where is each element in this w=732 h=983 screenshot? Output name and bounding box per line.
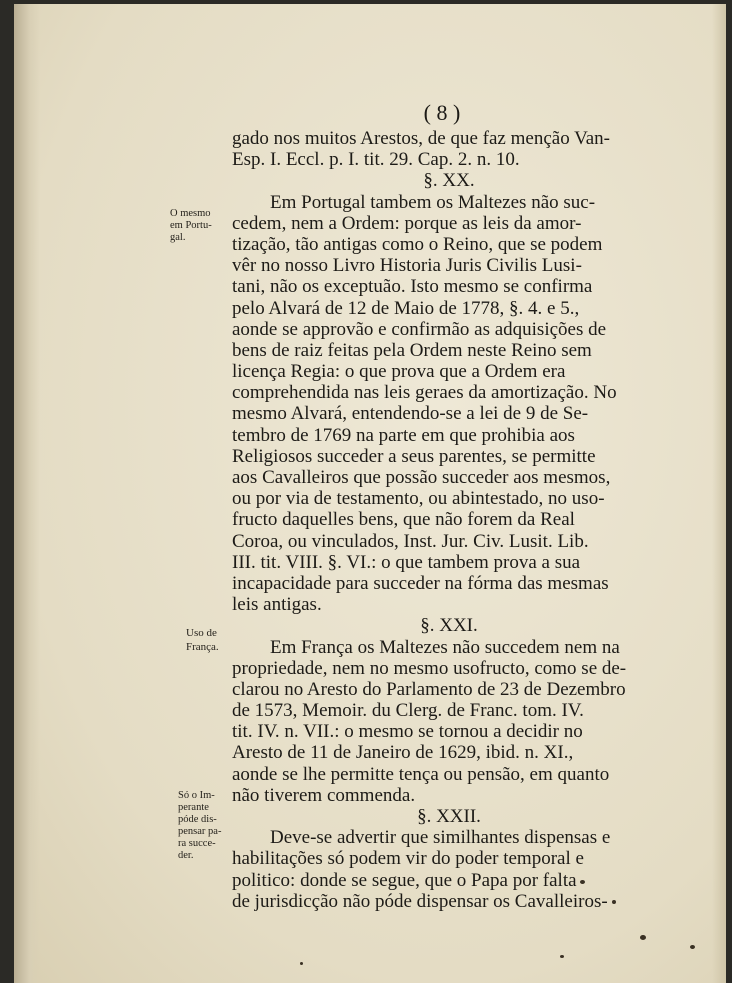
margin-note-portugal	[170, 208, 230, 244]
margin-note-line: perante	[178, 802, 209, 813]
text-line: tização, tão antigas como o Reino, que se podem	[232, 233, 603, 255]
text-line: Em Portugal tambem os Maltezes não suc-	[270, 191, 596, 213]
text-line: Esp. I. Eccl. p. I. tit. 29. Cap. 2. n. 10.	[232, 149, 520, 171]
section-heading: §. XXI.	[420, 615, 478, 637]
text-line: clarou no Aresto do Parlamento de 23 de Dezembro	[232, 678, 626, 700]
margin-note-line: Só o Im-	[178, 790, 215, 801]
text-line: cedem, nem a Ordem: porque as leis da amor-	[232, 212, 582, 234]
text-line: bens de raiz feitas pela Ordem neste Reino sem	[232, 339, 592, 361]
text-line: aonde se lhe permitte tença ou pensão, em quanto	[232, 763, 610, 785]
margin-note-line: ra succe-	[178, 838, 216, 849]
foxing-spot	[690, 945, 695, 949]
text-line: propriedade, nem no mesmo usofructo, como se de-	[232, 657, 627, 679]
text-line: fructo daquelles bens, que não forem da Real	[232, 509, 575, 531]
foxing-spot	[612, 900, 616, 904]
foxing-spot	[640, 935, 646, 940]
section-heading: §. XXII.	[417, 806, 481, 827]
text-line: habilitações só podem vir do poder temporal e	[232, 848, 584, 870]
text-line: comprehendida nas leis geraes da amortização. No	[232, 382, 617, 404]
text-line: mesmo Alvará, entendendo-se a lei de 9 de Se-	[232, 403, 589, 425]
text-line: gado nos muitos Arestos, de que faz menção Van-	[232, 128, 610, 149]
text-line: Aresto de 11 de Janeiro de 1629, ibid. n. XI.,	[232, 742, 574, 764]
body-text	[232, 128, 666, 912]
text-line: Coroa, ou vinculados, Inst. Jur. Civ. Lusit. Lib.	[232, 530, 589, 552]
margin-note-imperante	[178, 790, 238, 862]
margin-note-line: O mesmo	[170, 208, 211, 219]
text-line: pelo Alvará de 12 de Maio de 1778, §. 4. e 5.,	[232, 297, 580, 319]
text-line: tit. IV. n. VII.: o mesmo se tornou a decidir no	[232, 721, 583, 743]
text-line: licença Regia: o que prova que a Ordem era	[232, 361, 566, 383]
text-line: vêr no nosso Livro Historia Juris Civilis Lusi-	[232, 255, 582, 277]
text-line: tembro de 1769 na parte em que prohibia aos	[232, 424, 575, 446]
foxing-spot	[580, 880, 585, 884]
text-line: politico: donde se segue, que o Papa por falta	[232, 869, 577, 891]
margin-note-line: gal.	[170, 232, 186, 243]
margin-note-line: der.	[178, 850, 194, 861]
text-line: III. tit. VIII. §. VI.: o que tambem prova a sua	[232, 551, 581, 573]
text-line: aos Cavalleiros que possão succeder aos mesmos,	[232, 467, 611, 488]
text-line: tani, não os exceptuão. Isto mesmo se confirma	[232, 276, 593, 298]
page-number: ( 8 )	[423, 100, 461, 125]
margin-note-line: França.	[186, 641, 219, 653]
text-line: de jurisdicção não póde dispensar os Cavalleiros-	[232, 890, 608, 912]
text-line: aonde se approvão e confirmão as adquisições de	[232, 318, 607, 340]
page-edge-shadow	[712, 4, 726, 983]
text-line: Em França os Maltezes não succedem nem na	[270, 636, 620, 658]
margin-note-line: em Portu-	[170, 220, 212, 231]
foxing-spot	[560, 955, 564, 958]
text-line: de 1573, Memoir. du Clerg. de Franc. tom. IV.	[232, 700, 584, 722]
text-line: Deve-se advertir que similhantes dispensas e	[270, 827, 611, 849]
text-line: leis antigas.	[232, 594, 322, 616]
margin-note-line: pensar pa-	[178, 826, 222, 837]
section-heading: §. XX.	[423, 170, 475, 192]
text-line: incapacidade para succeder na fórma das mesmas	[232, 572, 609, 594]
margin-note-line: Uso de	[186, 627, 217, 639]
text-line: ou por via de testamento, ou abintestado, no uso-	[232, 488, 605, 510]
margin-note-franca	[186, 626, 246, 654]
text-line: não tiverem commenda.	[232, 784, 416, 806]
text-line: Religiosos succeder a seus parentes, se permitte	[232, 445, 596, 467]
margin-note-line: póde dis-	[178, 814, 217, 825]
page-spine-shadow	[14, 4, 40, 983]
foxing-spot	[300, 962, 303, 965]
